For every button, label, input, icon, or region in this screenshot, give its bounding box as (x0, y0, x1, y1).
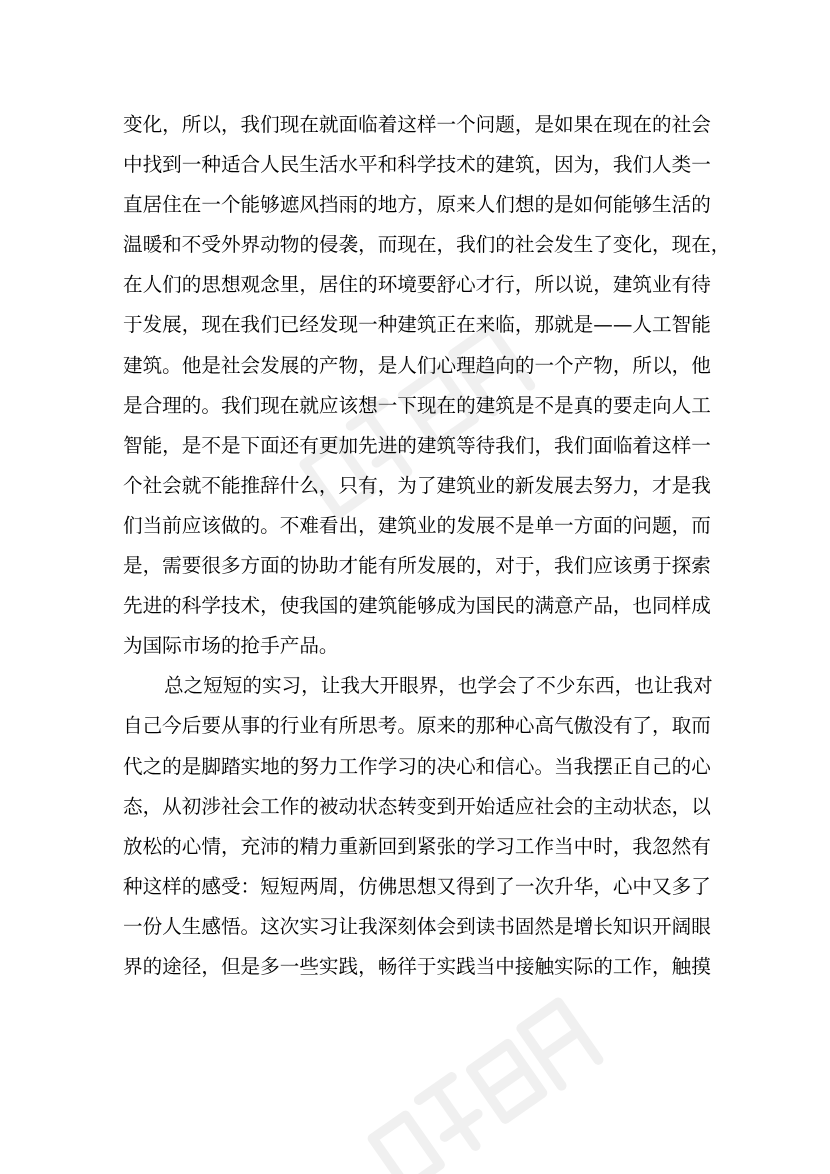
paragraph-line: 温暖和不受外界动物的侵袭，而现在，我们的社会发生了变化，现在， (123, 233, 731, 257)
paragraph-line: 种这样的感受：短短两周，仿佛思想又得到了一次升华，心中又多了 (123, 874, 711, 898)
paragraph-line: 直居住在一个能够遮风挡雨的地方，原来人们想的是如何能够生活的 (123, 193, 711, 217)
paragraph-line: 是，需要很多方面的协助才能有所发展的，对于，我们应该勇于探索 (123, 554, 711, 578)
paragraph-line: 们当前应该做的。不难看出，建筑业的发展不是单一方面的问题，而 (123, 513, 711, 537)
paragraph-line: 放松的心情，充沛的精力重新回到紧张的学习工作当中时，我忽然有 (123, 834, 711, 858)
paragraph-line: 在人们的思想观念里，居住的环境要舒心才行，所以说，建筑业有待 (123, 273, 711, 297)
paragraph-line: 一份人生感悟。这次实习让我深刻体会到读书固然是增长知识开阔眼 (123, 914, 711, 938)
document-body (123, 105, 731, 987)
paragraph-line: 代之的是脚踏实地的努力工作学习的决心和信心。当我摆正自己的心 (123, 754, 711, 778)
paragraph-line: 中找到一种适合人民生活水平和科学技术的建筑，因为，我们人类一 (123, 153, 711, 177)
paragraph-2 (123, 666, 713, 987)
paragraph-line: 自己今后要从事的行业有所思考。原来的那种心高气傲没有了，取而 (123, 714, 711, 738)
paragraph-line: 界的途径，但是多一些实践，畅徉于实践当中接触实际的工作，触摸 (123, 954, 711, 978)
paragraph-line: 变化，所以，我们现在就面临着这样一个问题，是如果在现在的社会 (123, 113, 711, 136)
paragraph-line: 建筑。他是社会发展的产物，是人们心理趋向的一个产物，所以，他 (123, 353, 711, 377)
paragraph-line: 态，从初涉社会工作的被动状态转变到开始适应社会的主动状态，以 (123, 794, 711, 818)
paragraph-line: 个社会就不能推辞什么，只有，为了建筑业的新发展去努力，才是我 (123, 473, 711, 497)
paragraph-line: 是合理的。我们现在就应该想一下现在的建筑是不是真的要走向人工 (123, 393, 711, 417)
paragraph-line: 为国际市场的抢手产品。 (123, 634, 339, 658)
watermark-mark-bottom (370, 1003, 599, 1174)
paragraph-line: 于发展，现在我们已经发现一种建筑正在来临，那就是——人工智能 (123, 313, 711, 337)
paragraph-1 (123, 105, 731, 666)
paragraph-line: 总之短短的实习，让我大开眼界，也学会了不少东西，也让我对 (164, 674, 713, 698)
paragraph-line: 智能，是不是下面还有更加先进的建筑等待我们，我们面临着这样一 (123, 433, 711, 457)
paragraph-line: 先进的科学技术，使我国的建筑能够成为国民的满意产品，也同样成 (123, 594, 711, 618)
